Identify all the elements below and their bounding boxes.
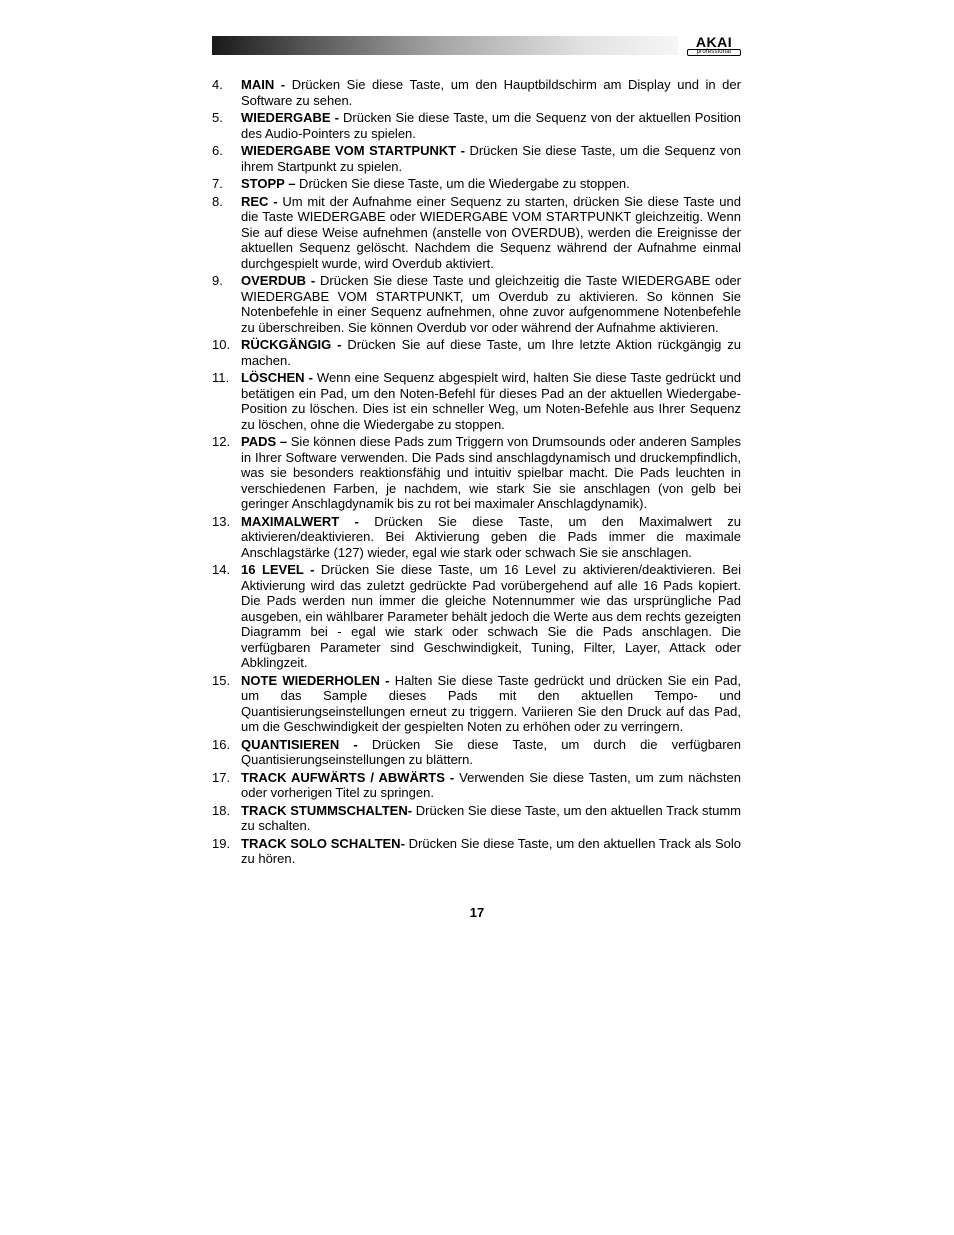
header-gradient-bar (212, 36, 678, 55)
item-text: Drücken Sie diese Taste, um 16 Level zu aktivieren/deaktivieren. Bei Aktivierung wird das zuletzt gedrückte Pad vorübergehend auf alle 16 Pads kopiert. Die Pads werden nun immer die gleiche Notennummer wie das ursprüngliche Pad ausgeben, ein wählbarer Parameter behält jedoch die Werte aus dem rechts gezeigten Diagramm bei - egal wie stark oder schwach Sie die Pads anschlagen. Die verfügbaren Parameter sind Geschwindigkeit, Tuning, Filter, Layer, Attack oder Abklingzeit. (241, 562, 741, 670)
item-number: 14. (212, 562, 231, 577)
item-text: Drücken Sie diese Taste, um den aktuellen Track als Solo zu hören. (241, 835, 741, 866)
list-item (212, 77, 741, 108)
page-number: 17 (469, 905, 485, 920)
item-term: TRACK AUFWÄRTS / ABWÄRTS - (241, 769, 455, 785)
list-item (212, 737, 741, 768)
item-term: RÜCKGÄNGIG - (241, 337, 342, 352)
item-term: TRACK SOLO SCHALTEN- (241, 835, 405, 851)
list-item (212, 110, 741, 141)
item-number: 10. (212, 337, 231, 352)
item-term: PADS – (241, 434, 288, 449)
item-term: STOPP – (241, 176, 296, 191)
list-item (212, 434, 741, 512)
item-text: Sie können diese Pads zum Triggern von Drumsounds oder anderen Samples in Ihrer Software verwenden. Die Pads sind anschlagdynamisch und druckempfindlich, was sie besonders reaktionsfähig und intuitiv spielbar macht. Die Pads leuchten in verschiedenen Farben, je nachdem, wie stark Sie sie anschlagen (von gelb bei geringer Anschlagdynamik bis zu rot bei maximaler Anschlagdynamik). (241, 434, 741, 511)
list-item (212, 770, 741, 801)
item-number: 12. (212, 434, 231, 449)
item-term: WIEDERGABE VOM STARTPUNKT - (241, 143, 465, 158)
list-item (212, 836, 741, 867)
item-text: Drücken Sie diese Taste, um den Maximalwert zu aktivieren/deaktivieren. Bei Aktivierung geben die Pads immer die maximale Anschlagstärke (127) wieder, egal wie stark oder schwach Sie sie anschlagen. (241, 513, 741, 560)
list-item (212, 370, 741, 432)
item-number: 11. (212, 370, 230, 385)
list-item (212, 143, 741, 174)
logo-brand-sub: professional (687, 49, 741, 56)
list-item (212, 176, 741, 192)
item-number: 13. (212, 513, 231, 529)
item-text: Wenn eine Sequenz abgespielt wird, halten Sie diese Taste gedrückt und betätigen ein Pad, um den Noten-Befehl für dieses Pad an der aktuellen Wiedergabe-Position zu löschen. Dies ist ein schneller Weg, um Noten-Befehle aus Ihrer Sequenz zu löschen, ohne die Wiedergabe zu stoppen. (241, 370, 742, 432)
item-text: Drücken Sie diese Taste, um durch die verfügbaren Quantisierungseinstellungen zu blättern. (241, 736, 741, 767)
item-number: 8. (212, 193, 223, 209)
item-text: Drücken Sie diese Taste, um die Sequenz von der aktuellen Position des Audio-Pointers zu spielen. (241, 110, 742, 141)
list-item (212, 803, 741, 834)
item-number: 7. (212, 176, 223, 191)
item-number: 17. (212, 769, 231, 785)
item-term: 16 LEVEL - (241, 562, 315, 577)
item-text: Halten Sie diese Taste gedrückt und drücken Sie ein Pad, um das Sample dieses Pads mit den aktuellen Tempo- und Quantisierungseinstellungen erneut zu triggern. Variieren Sie den Druck auf das Pad, um die Geschwindigkeit der gespielten Noten zu erhöhen oder zu verringern. (241, 672, 741, 734)
list-item (212, 673, 741, 735)
item-number: 9. (212, 273, 223, 288)
item-term: MAIN - (241, 77, 286, 92)
item-term: MAXIMALWERT - (241, 513, 359, 529)
item-number: 4. (212, 77, 223, 92)
item-text: Drücken Sie diese Taste, um die Sequenz von ihrem Startpunkt zu spielen. (241, 143, 741, 174)
item-text: Drücken Sie diese Taste, um den aktuellen Track stumm zu schalten. (241, 802, 741, 833)
item-number: 6. (212, 143, 223, 158)
item-number: 15. (212, 672, 231, 688)
item-number: 19. (212, 835, 231, 851)
item-term: REC - (241, 193, 278, 209)
list-item (212, 194, 741, 272)
numbered-list (212, 77, 741, 869)
item-term: WIEDERGABE - (241, 110, 339, 125)
list-item (212, 514, 741, 561)
logo-brand: AKAI (695, 34, 733, 50)
item-text: Drücken Sie auf diese Taste, um Ihre letzte Aktion rückgängig zu machen. (241, 337, 741, 368)
list-item (212, 337, 741, 368)
item-text: Drücken Sie diese Taste, um den Hauptbildschirm am Display und in der Software zu sehen. (241, 77, 741, 108)
item-term: QUANTISIEREN - (241, 736, 358, 752)
akai-logo (687, 36, 741, 55)
item-text: Drücken Sie diese Taste, um die Wiedergabe zu stoppen. (295, 176, 630, 191)
item-text: Drücken Sie diese Taste und gleichzeitig die Taste WIEDERGABE oder WIEDERGABE VOM STARTPUNKT, um Overdub zu aktivieren. So können Sie Notenbefehle in einer Sequenz aufnehmen, ohne zuvor aufgenommene Notenbefehle zu überschreiben. Sie können Overdub vor oder während der Aufnahme aktivieren. (241, 273, 742, 335)
item-text: Um mit der Aufnahme einer Sequenz zu starten, drücken Sie diese Taste und die Taste WIEDERGABE oder WIEDERGABE VOM STARTPUNKT gleichzeitig. Wenn Sie auf diese Weise aufnehmen (anstelle von OVERDUB), werden die Ereignisse der aktuellen Sequenz gelöscht. Nachdem die Sequenz während der Aufnahme einmal durchgespielt wurde, wird Overdub aktiviert. (241, 193, 741, 271)
item-text: Verwenden Sie diese Tasten, um zum nächsten oder vorherigen Titel zu springen. (241, 769, 741, 800)
item-term: LÖSCHEN - (241, 370, 313, 385)
item-term: TRACK STUMMSCHALTEN- (241, 802, 413, 818)
item-number: 16. (212, 736, 231, 752)
list-item (212, 273, 741, 335)
list-item (212, 562, 741, 671)
item-term: NOTE WIEDERHOLEN - (241, 672, 390, 688)
item-number: 5. (212, 110, 223, 125)
item-term: OVERDUB - (241, 273, 316, 288)
item-number: 18. (212, 802, 231, 818)
